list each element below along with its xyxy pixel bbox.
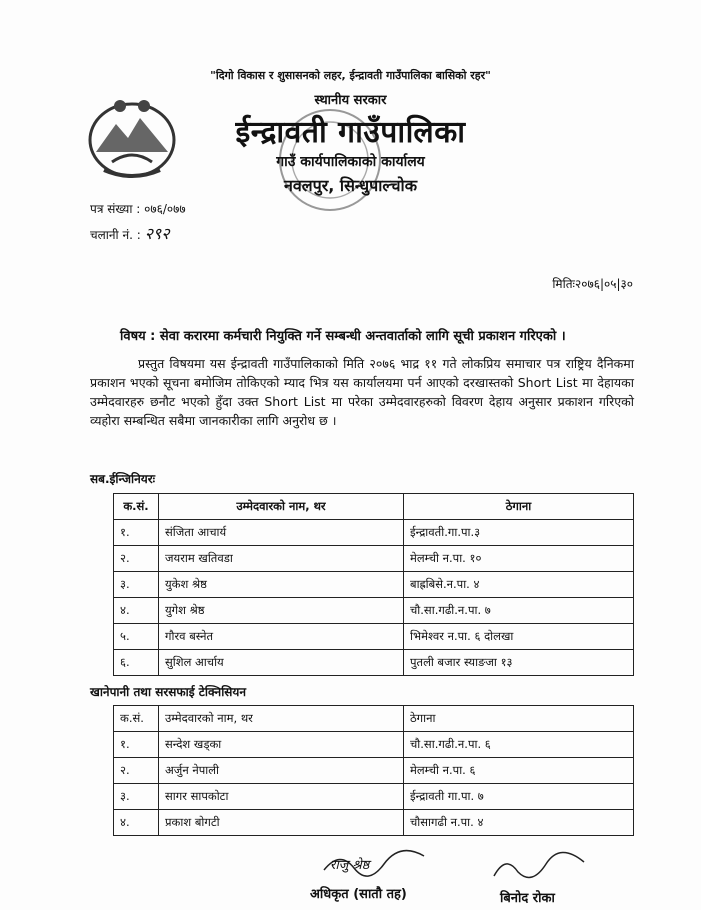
table-row	[114, 784, 634, 810]
cell-name: संजिता आचार्य	[159, 520, 404, 546]
cell-name: युकेश श्रेष्ठ	[159, 572, 404, 598]
cell-serial: ३.	[114, 572, 159, 598]
table-row	[114, 546, 634, 572]
office-name: गाउँ कार्यपालिकाको कार्यालय	[276, 154, 425, 170]
cell-name: सागर सापकोटा	[159, 784, 404, 810]
cell-address: ईन्द्रावती गा.पा. ७	[404, 784, 634, 810]
header-serial: क.सं.	[114, 494, 159, 520]
cell-name: सुशिल आर्चाय	[159, 650, 404, 676]
dispatch-number	[90, 222, 170, 244]
cell-serial: ३.	[114, 784, 159, 810]
table-row	[114, 572, 634, 598]
cell-address: मेलम्ची न.पा. ६	[404, 758, 634, 784]
municipality-title: ईन्द्रावती गाउँपालिका	[235, 115, 466, 150]
table-header-row	[114, 706, 634, 732]
table-row	[114, 598, 634, 624]
cell-address: पुतली बजार स्याङजा १३	[404, 650, 634, 676]
table-row	[114, 758, 634, 784]
letter-date: मितिः२०७६|०५|३०	[552, 277, 633, 291]
cell-address: चौ.सा.गढी.न.पा. ६	[404, 732, 634, 758]
cell-address: भिमेश्वर न.पा. ६ दोलखा	[404, 624, 634, 650]
left-signatory-title: अधिकृत (सातौ तह)	[310, 887, 407, 902]
cell-address: ईन्द्रावती.गा.पा.३	[404, 520, 634, 546]
header-name: उम्मेदवारको नाम, थर	[159, 706, 404, 732]
cell-address: मेलम्ची न.पा. १०	[404, 546, 634, 572]
candidates-table-sub-engineer	[113, 493, 634, 676]
header-name: उम्मेदवारको नाम, थर	[159, 494, 404, 520]
cell-serial: ५.	[114, 624, 159, 650]
left-signatory-name: राजु श्रेष्ठ	[330, 858, 370, 873]
right-signatory-name: बिनोद रोका	[500, 891, 555, 906]
cell-serial: ४.	[114, 810, 159, 836]
cell-name: सन्देश खड्का	[159, 732, 404, 758]
header-serial: क.सं.	[114, 706, 159, 732]
cell-name: युगेश श्रेष्ठ	[159, 598, 404, 624]
header-address: ठेगाना	[404, 706, 634, 732]
cell-name: जयराम खतिवडा	[159, 546, 404, 572]
cell-address: बाह्रबिसे.न.पा. ४	[404, 572, 634, 598]
cell-name: अर्जुन नेपाली	[159, 758, 404, 784]
cell-serial: १.	[114, 520, 159, 546]
table-row	[114, 520, 634, 546]
cell-serial: ६.	[114, 650, 159, 676]
subject-line: विषय : सेवा करारमा कर्मचारी नियुक्ति गर्ने सम्बन्धी अन्तवार्ताको लागि सूची प्रकाशन गरिएको ।	[120, 329, 566, 344]
body-paragraph: प्रस्तुत विषयमा यस ईन्द्रावती गाउँपालिकाको मिति २०७६ भाद्र ११ गते लोकप्रिय समाचार पत्र राष्ट्रिय दैनिकमा प्रकाशन भएको सूचना बमोजिम तोकिएको म्याद भित्र यस कार्यालयमा पर्न आएको दरखास्तको Short List मा देहायका उम्मेदवारहरु छनौट भएको हुँदा उक्त Short List मा परेका उम्मेदवारहरुको विवरण देहाय अनुसार प्रकाशन गरिएको व्यहोरा सम्बन्धित सबैमा जानकारीका लागि अनुरोध छ ।	[90, 356, 634, 428]
table-header-row	[114, 494, 634, 520]
section-heading-sub-engineer: सब.ईन्जिनियरः	[90, 472, 156, 486]
government-label: स्थानीय सरकार	[314, 93, 387, 108]
right-signature-scribble-icon	[488, 850, 588, 884]
slogan: "दिगो विकास र शुसासनको लहर, ईन्द्रावती गाउँपालिका बासिको रहर"	[210, 69, 491, 82]
cell-name: गौरव बस्नेत	[159, 624, 404, 650]
section-heading-water-technician: खानेपानी तथा सरसफाई टेक्निसियन	[90, 685, 247, 699]
cell-name: प्रकाश बोगटी	[159, 810, 404, 836]
dispatch-number-label: चलानी नं. :	[90, 228, 141, 242]
table-row	[114, 650, 634, 676]
letter-number-label: पत्र संख्या :	[90, 202, 141, 216]
cell-serial: ४.	[114, 598, 159, 624]
table-row	[114, 810, 634, 836]
letter-number	[90, 200, 186, 217]
cell-serial: १.	[114, 732, 159, 758]
table-row	[114, 624, 634, 650]
cell-serial: २.	[114, 758, 159, 784]
office-address: नवलपुर, सिन्धुपाल्चोक	[284, 176, 417, 195]
table-row	[114, 732, 634, 758]
cell-serial: २.	[114, 546, 159, 572]
dispatch-number-value: २९२	[144, 224, 170, 243]
cell-address: चौ.सा.गढी.न.पा. ७	[404, 598, 634, 624]
header-address: ठेगाना	[404, 494, 634, 520]
cell-address: चौसागढी न.पा. ४	[404, 810, 634, 836]
candidates-table-water-technician	[113, 705, 634, 836]
letter-number-value: ०७६/०७७	[144, 202, 186, 216]
